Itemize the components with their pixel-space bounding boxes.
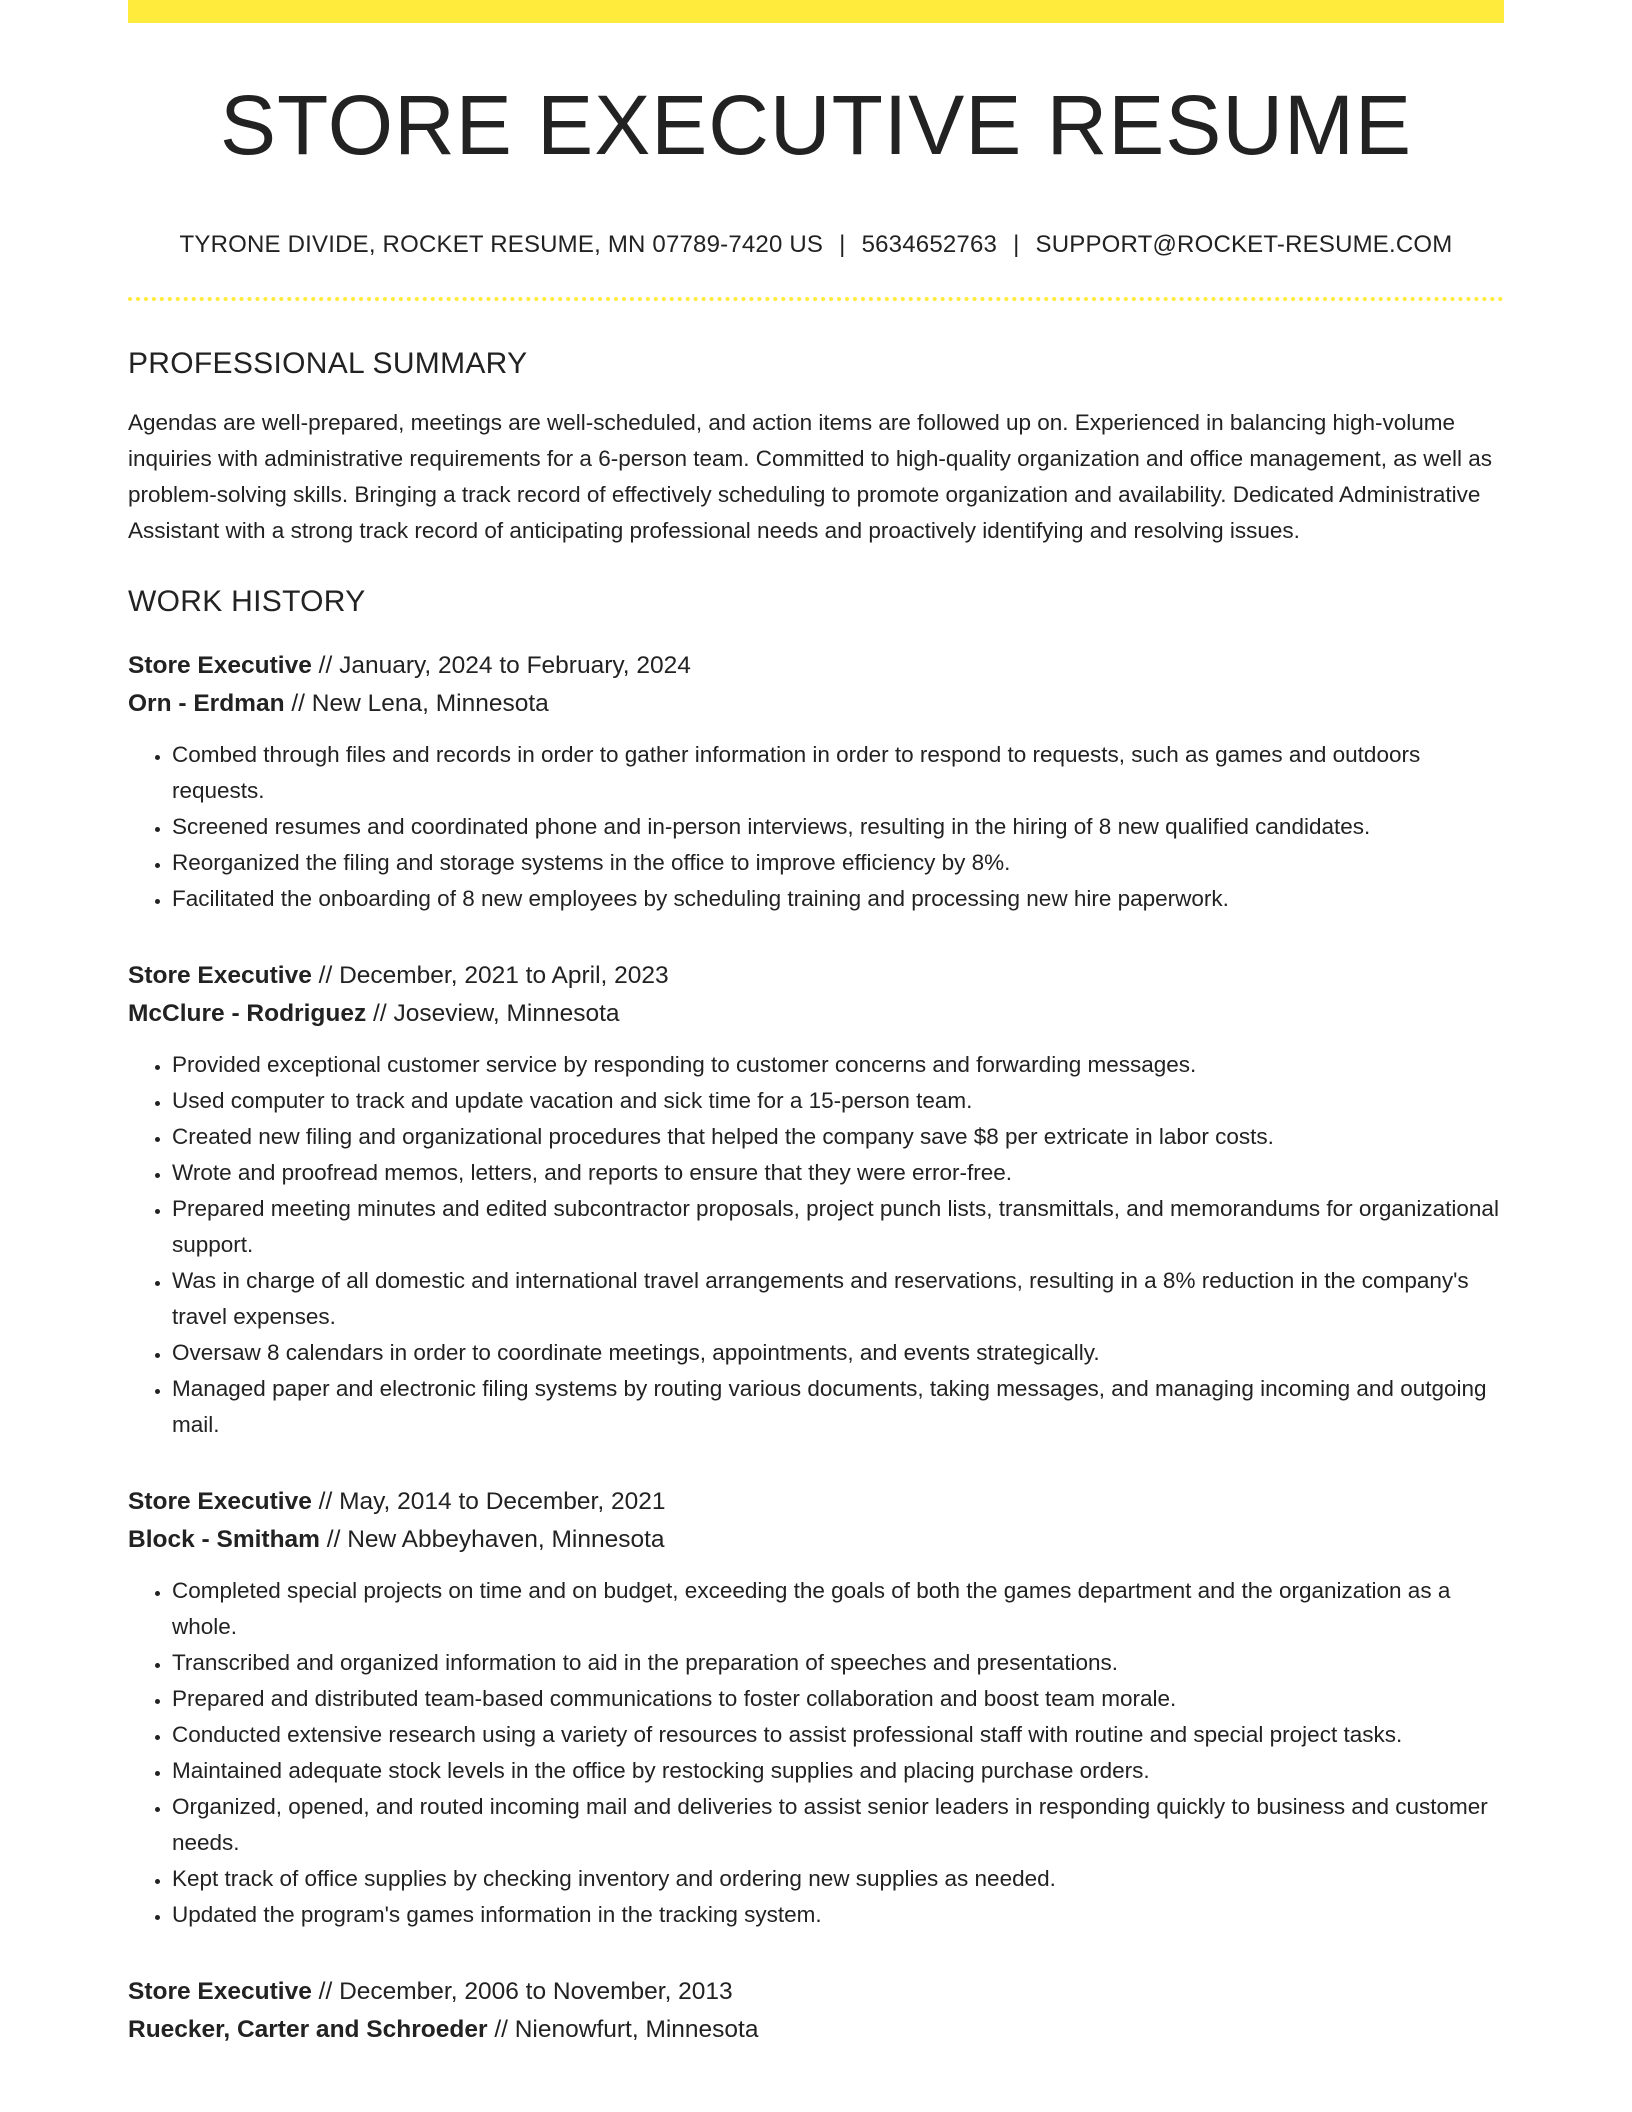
job-bullet-list xyxy=(128,737,1504,917)
contact-line xyxy=(128,233,1504,257)
job-title: Store Executive xyxy=(128,1978,312,2005)
resume-content xyxy=(128,23,1504,2049)
job-bullet: • Was in charge of all domestic and international travel arrangements and reservations, resulting in a 8% reduction in the company's travel expenses. xyxy=(172,1263,1504,1335)
job-bullet: • Updated the program's games information in the tracking system. xyxy=(172,1897,1504,1933)
job-bullet: • Conducted extensive research using a variety of resources to assist professional staff with routine and special project tasks. xyxy=(172,1717,1504,1753)
job-bullet: • Managed paper and electronic filing systems by routing various documents, taking messages, and managing incoming and outgoing mail. xyxy=(172,1371,1504,1443)
job-bullet: • Used computer to track and update vacation and sick time for a 15-person team. xyxy=(172,1083,1504,1119)
job-bullet: • Provided exceptional customer service by responding to customer concerns and forwarding messages. xyxy=(172,1047,1504,1083)
job-company-line xyxy=(128,685,1504,723)
work-history-heading: WORK HISTORY xyxy=(128,585,366,618)
job-title: Store Executive xyxy=(128,1488,312,1515)
job-location: // Joseview, Minnesota xyxy=(373,1000,620,1027)
job-bullet: • Wrote and proofread memos, letters, and reports to ensure that they were error-free. xyxy=(172,1155,1504,1191)
job-title-line xyxy=(128,1483,1504,1521)
job-dates: // May, 2014 to December, 2021 xyxy=(318,1488,666,1515)
job-dates: // December, 2006 to November, 2013 xyxy=(318,1978,733,2005)
job-location: // Nienowfurt, Minnesota xyxy=(494,2016,759,2043)
job-entry xyxy=(128,647,1504,917)
job-company-line xyxy=(128,1521,1504,1559)
accent-bar xyxy=(128,0,1504,23)
job-bullet: • Prepared and distributed team-based communications to foster collaboration and boost team morale. xyxy=(172,1681,1504,1717)
job-bullet: • Completed special projects on time and on budget, exceeding the goals of both the games department and the organization as a whole. xyxy=(172,1573,1504,1645)
job-list xyxy=(128,647,1504,2049)
job-company: McClure - Rodriguez xyxy=(128,1000,367,1027)
summary-heading: PROFESSIONAL SUMMARY xyxy=(128,347,528,380)
job-title-line xyxy=(128,647,1504,685)
job-title: Store Executive xyxy=(128,962,312,989)
summary-text: Agendas are well-prepared, meetings are well-scheduled, and action items are followed up on. Experienced in balancing high-volume inquiries with administrative requirements for a 6-person team. Committed to high-quality organization and office management, as well as problem-solving skills. Bringing a track record of effectively scheduling to promote organization and availability. Dedicated Administrative Assistant with a strong track record of anticipating professional needs and proactively identifying and resolving issues. xyxy=(128,410,1493,543)
job-location: // New Abbeyhaven, Minnesota xyxy=(326,1526,665,1553)
job-company: Ruecker, Carter and Schroeder xyxy=(128,2016,488,2043)
job-bullet: • Reorganized the filing and storage systems in the office to improve efficiency by 8%. xyxy=(172,845,1504,881)
job-title-line xyxy=(128,1973,1504,2011)
job-bullet-list xyxy=(128,1047,1504,1443)
job-bullet: • Prepared meeting minutes and edited subcontractor proposals, project punch lists, transmittals, and memorandums for organizational support. xyxy=(172,1191,1504,1263)
dotted-divider xyxy=(128,297,1504,301)
job-entry xyxy=(128,957,1504,1443)
resume-title: STORE EXECUTIVE RESUME xyxy=(219,78,1412,172)
job-bullet: • Transcribed and organized information to aid in the preparation of speeches and presentations. xyxy=(172,1645,1504,1681)
job-company-line xyxy=(128,995,1504,1033)
contact-email: SUPPORT@ROCKET-RESUME.COM xyxy=(1035,231,1453,258)
job-company-line xyxy=(128,2011,1504,2049)
job-dates: // December, 2021 to April, 2023 xyxy=(318,962,669,989)
job-bullet: • Organized, opened, and routed incoming mail and deliveries to assist senior leaders in responding quickly to business and customer needs. xyxy=(172,1789,1504,1861)
contact-separator: | xyxy=(1013,231,1020,258)
job-bullet: • Screened resumes and coordinated phone and in-person interviews, resulting in the hiring of 8 new qualified candidates. xyxy=(172,809,1504,845)
job-company: Orn - Erdman xyxy=(128,690,285,717)
job-dates: // January, 2024 to February, 2024 xyxy=(318,652,691,679)
contact-address: TYRONE DIVIDE, ROCKET RESUME, MN 07789-7420 US xyxy=(179,231,824,258)
job-bullet-list xyxy=(128,1573,1504,1933)
job-title: Store Executive xyxy=(128,652,312,679)
job-bullet: • Maintained adequate stock levels in the office by restocking supplies and placing purchase orders. xyxy=(172,1753,1504,1789)
job-entry xyxy=(128,1483,1504,1933)
job-bullet: • Combed through files and records in order to gather information in order to respond to requests, such as games and outdoors requests. xyxy=(172,737,1504,809)
job-bullet: • Facilitated the onboarding of 8 new employees by scheduling training and processing new hire paperwork. xyxy=(172,881,1504,917)
job-title-line xyxy=(128,957,1504,995)
job-location: // New Lena, Minnesota xyxy=(291,690,549,717)
job-entry xyxy=(128,1973,1504,2049)
job-bullet: • Kept track of office supplies by checking inventory and ordering new supplies as needed. xyxy=(172,1861,1504,1897)
contact-phone: 5634652763 xyxy=(861,231,998,258)
job-bullet: • Oversaw 8 calendars in order to coordinate meetings, appointments, and events strategically. xyxy=(172,1335,1504,1371)
job-company: Block - Smitham xyxy=(128,1526,320,1553)
contact-separator: | xyxy=(839,231,846,258)
job-bullet: • Created new filing and organizational procedures that helped the company save $8 per extricate in labor costs. xyxy=(172,1119,1504,1155)
